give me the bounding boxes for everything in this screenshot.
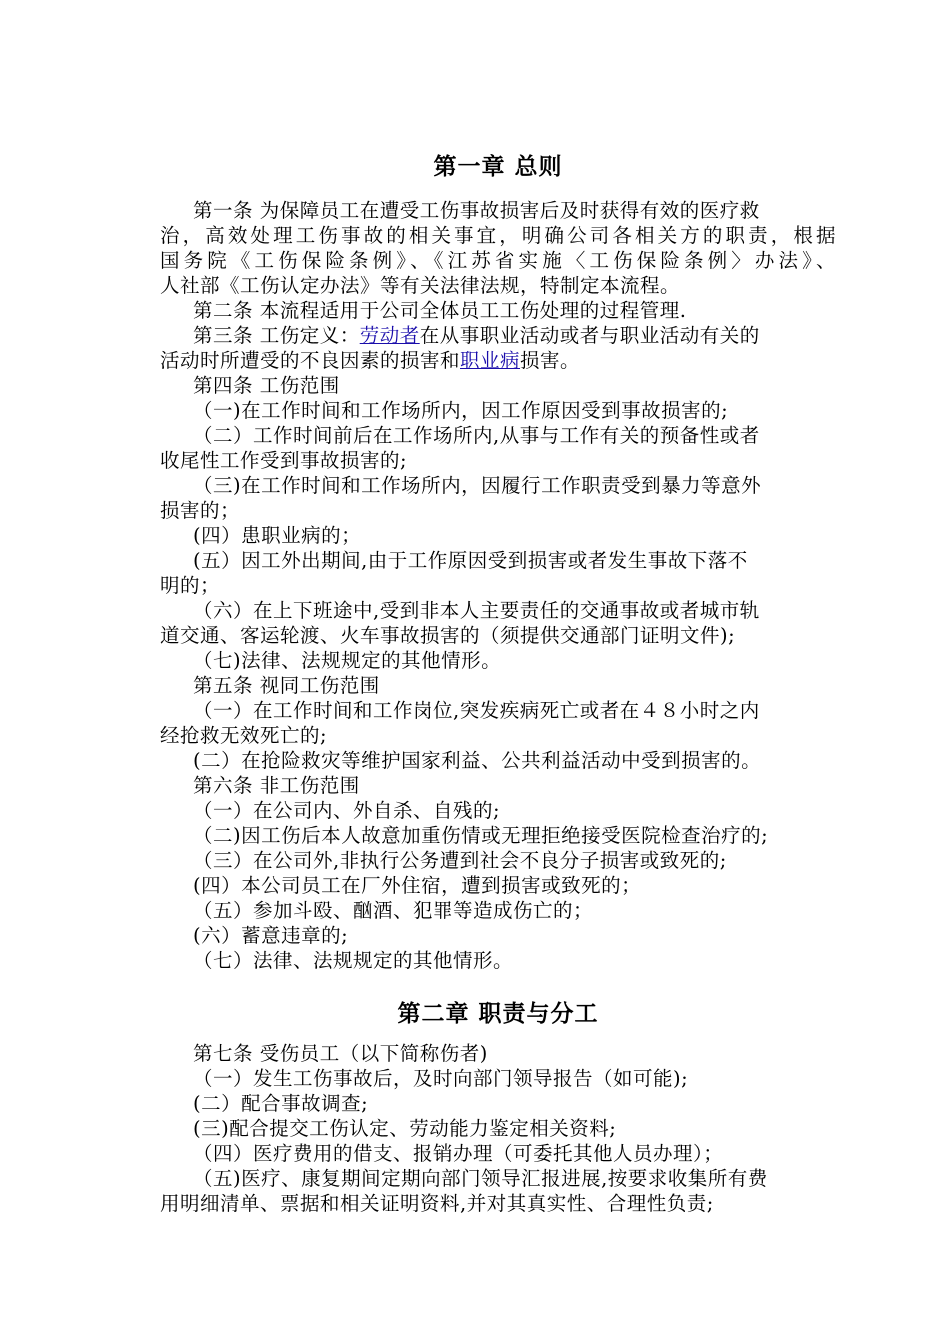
article-7-item-5-line-1: （五)医疗、康复期间定期向部门领导汇报进展,按要求收集所有费 bbox=[193, 1167, 768, 1190]
article-3-line-2 bbox=[160, 348, 836, 373]
article-4-item-3-line-2: 损害的； bbox=[160, 499, 241, 522]
article-6-heading: 第六条 非工伤范围 bbox=[193, 774, 360, 797]
article-7-heading: 第七条 受伤员工（以下简称伤者) bbox=[193, 1042, 488, 1065]
article-4-item-3-line-1: （三)在工作时间和工作场所内，因履行工作职责受到暴力等意外 bbox=[193, 474, 762, 497]
article-4-item-7: （七)法律、法规规定的其他情形。 bbox=[193, 649, 502, 672]
chapter-2-title: 第二章 职责与分工 bbox=[397, 1001, 599, 1027]
article-3-line-2-prefix: 活动时所遭受的不良因素的损害和 bbox=[160, 349, 461, 372]
laborer-link[interactable]: 劳动者 bbox=[359, 324, 420, 347]
article-1-line-2: 治，高效处理工伤事故的相关事宜，明确公司各相关方的职责，根据 bbox=[160, 224, 836, 247]
chapter-1-title: 第一章 总则 bbox=[433, 154, 563, 180]
article-5-item-1-line-1: （一）在工作时间和工作岗位,突发疾病死亡或者在４８小时之内 bbox=[193, 699, 760, 722]
chapter-2-body bbox=[160, 1041, 836, 1216]
article-4-heading: 第四条 工伤范围 bbox=[193, 374, 340, 397]
article-6-item-1: （一）在公司内、外自杀、自残的; bbox=[193, 799, 501, 822]
article-6-item-5: （五）参加斗殴、酗酒、犯罪等造成伤亡的； bbox=[193, 899, 594, 922]
article-7-item-2: (二）配合事故调查; bbox=[193, 1092, 369, 1115]
article-4-item-5-line-1: (五）因工外出期间,由于工作原因受到损害或者发生事故下落不 bbox=[193, 549, 748, 572]
article-1-line-4: 人社部《工伤认定办法》等有关法律法规，特制定本流程。 bbox=[160, 274, 681, 297]
article-6-item-3: （三）在公司外,非执行公务遭到社会不良分子损害或致死的; bbox=[193, 849, 727, 872]
article-7-item-5-line-2: 用明细清单、票据和相关证明资料,并对其真实性、合理性负责; bbox=[160, 1192, 714, 1215]
article-3-line-2-suffix: 损害。 bbox=[520, 349, 581, 372]
article-4-item-1: （一)在工作时间和工作场所内，因工作原因受到事故损害的; bbox=[193, 399, 729, 422]
article-6-item-6: (六）蓄意违章的; bbox=[193, 924, 349, 947]
article-4-item-6-line-1: （六）在上下班途中,受到非本人主要责任的交通事故或者城市轨 bbox=[193, 599, 760, 622]
article-5-item-2: (二）在抢险救灾等维护国家利益、公共利益活动中受到损害的。 bbox=[193, 749, 762, 772]
article-6-item-7: （七）法律、法规规定的其他情形。 bbox=[193, 949, 514, 972]
article-7-item-4: （四）医疗费用的借支、报销办理（可委托其他人员办理）； bbox=[193, 1142, 724, 1165]
article-3-line-1 bbox=[160, 323, 836, 348]
article-4-item-4: (四）患职业病的； bbox=[193, 524, 362, 547]
article-3-middle: 在从事职业活动或者与职业活动有关的 bbox=[419, 324, 760, 347]
article-6-item-2: （二)因工伤后本人故意加重伤情或无理拒绝接受医院检查治疗的; bbox=[193, 824, 769, 847]
article-7-item-1: （一）发生工伤事故后，及时向部门领导报告（如可能); bbox=[193, 1067, 689, 1090]
occupational-disease-link[interactable]: 职业病 bbox=[460, 349, 521, 372]
article-6-item-4: (四）本公司员工在厂外住宿，遭到损害或致死的； bbox=[193, 874, 642, 897]
article-1-line-1: 第一条 为保障员工在遭受工伤事故损害后及时获得有效的医疗救 bbox=[193, 199, 760, 222]
article-5-item-1-line-2: 经抢救无效死亡的; bbox=[160, 724, 328, 747]
article-1-line-3: 国务院《工伤保险条例》、《江苏省实施〈工伤保险条例〉办法》、 bbox=[160, 249, 836, 272]
article-5-heading: 第五条 视同工伤范围 bbox=[193, 674, 380, 697]
article-2: 第二条 本流程适用于公司全体员工工伤处理的过程管理. bbox=[193, 299, 687, 322]
article-4-item-2-line-1: （二）工作时间前后在工作场所内,从事与工作有关的预备性或者 bbox=[193, 424, 760, 447]
article-3-prefix: 第三条 工伤定义： bbox=[193, 324, 360, 347]
article-4-item-2-line-2: 收尾性工作受到事故损害的; bbox=[160, 449, 408, 472]
article-4-item-6-line-2: 道交通、客运轮渡、火车事故损害的（须提供交通部门证明文件); bbox=[160, 624, 736, 647]
chapter-1-body bbox=[160, 198, 836, 973]
article-7-item-3: (三)配合提交工伤认定、劳动能力鉴定相关资料; bbox=[193, 1117, 617, 1140]
article-4-item-5-line-2: 明的； bbox=[160, 574, 221, 597]
